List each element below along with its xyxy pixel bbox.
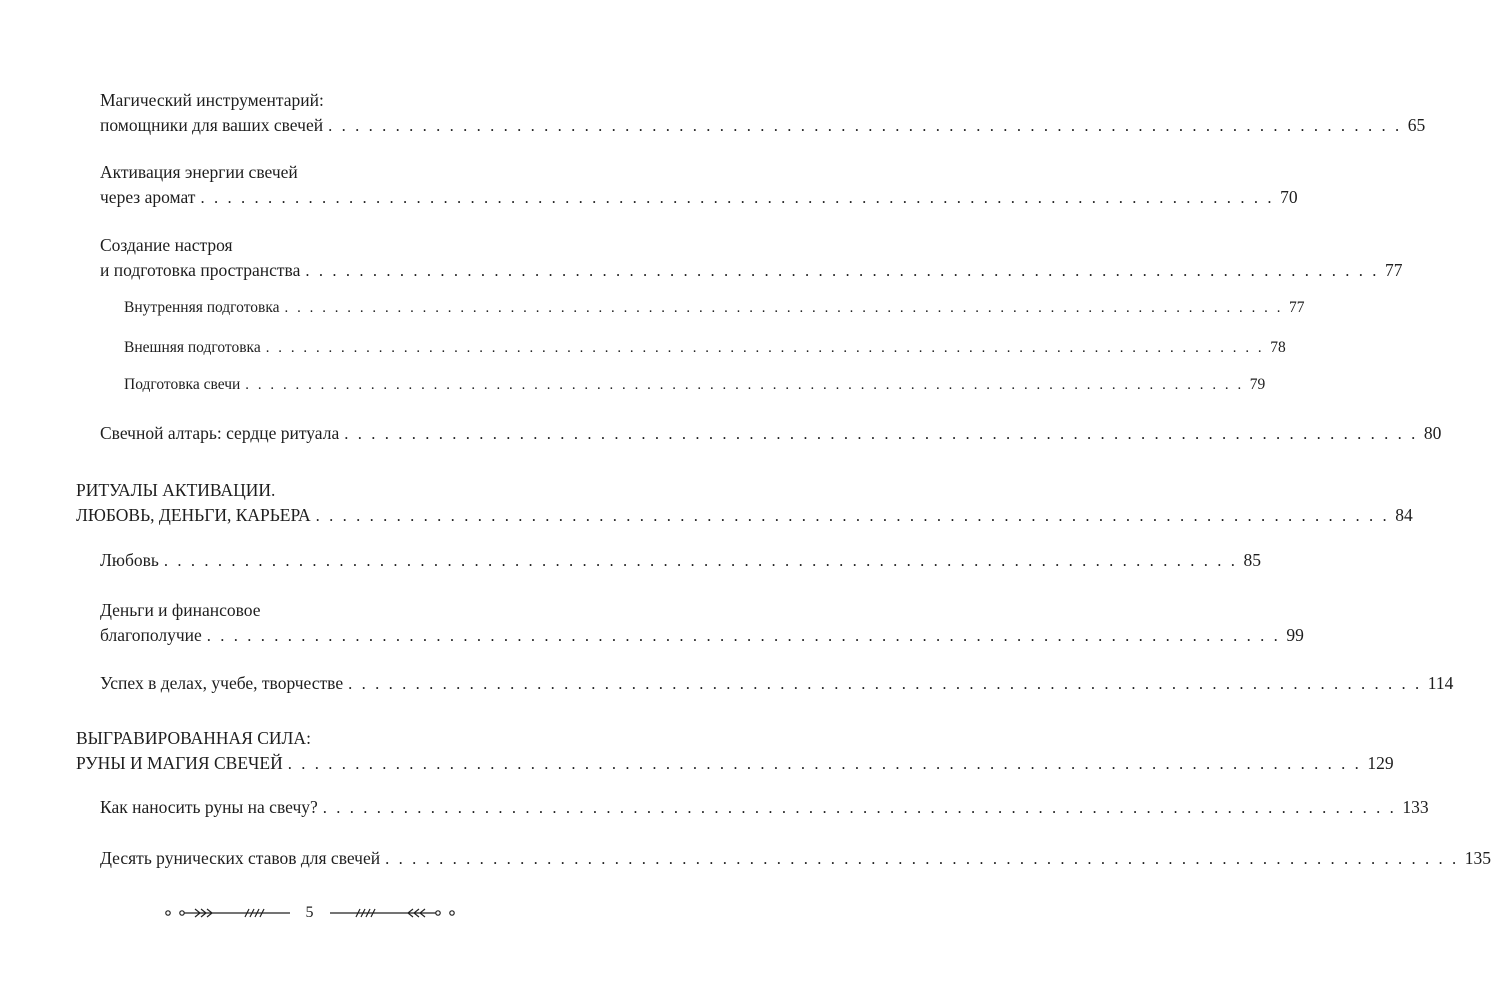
toc-entry-row <box>100 185 1298 210</box>
toc-entry-title: через аромат <box>100 187 196 207</box>
toc-entry[interactable] <box>124 374 1266 396</box>
toc-entry-title: Подготовка свечи <box>124 376 241 393</box>
toc-entry-row <box>100 548 1261 573</box>
dot-leader: . . . . . . . . . . . . . . . . . . . . . . . . . . . . . . . . . . . . . . . . . . . . . . . . . . . . . . . . . . . . . . . . . . . . . . . . . . . . . . . . <box>305 261 1379 280</box>
toc-entry-row <box>124 297 1305 319</box>
page-footer <box>0 900 619 926</box>
toc-entry-title-line: Активация энергии свечей <box>100 162 298 182</box>
toc-page-number: 133 <box>1402 797 1429 817</box>
toc-entry-title: Свечной алтарь: сердце ритуала <box>100 423 340 443</box>
toc-page-number: 65 <box>1407 115 1426 135</box>
toc-entry-title-line: РИТУАЛЫ АКТИВАЦИИ. <box>76 480 276 500</box>
toc-page-number: 80 <box>1423 423 1442 443</box>
toc-entry-row <box>100 846 1491 871</box>
toc-entry[interactable] <box>100 160 1298 210</box>
dot-leader: . . . . . . . . . . . . . . . . . . . . . . . . . . . . . . . . . . . . . . . . . . . . . . . . . . . . . . . . . . . . . . . . . . . . . . . . . . . . . . . . <box>385 849 1459 868</box>
toc-entry-title: помощники для ваших свечей <box>100 115 324 135</box>
dot-leader: . . . . . . . . . . . . . . . . . . . . . . . . . . . . . . . . . . . . . . . . . . . . . . . . . . . . . . . . . . . . . . . . . . . . . . . . . . . . . . . . <box>163 551 1238 570</box>
dot-leader: . . . . . . . . . . . . . . . . . . . . . . . . . . . . . . . . . . . . . . . . . . . . . . . . . . . . . . . . . . . . . . . . . . . . . . . . . . . . . . . . <box>200 188 1275 207</box>
dot-leader: . . . . . . . . . . . . . . . . . . . . . . . . . . . . . . . . . . . . . . . . . . . . . . . . . . . . . . . . . . . . . . . . . . . . . . . . . . . . . . . . <box>315 506 1390 525</box>
toc-entry-row <box>100 623 1304 648</box>
dot-leader: . . . . . . . . . . . . . . . . . . . . . . . . . . . . . . . . . . . . . . . . . . . . . . . . . . . . . . . . . . . . . . . . . . . . . . . . . . . . . . . . <box>328 116 1402 135</box>
left-arrow-ornament-icon <box>164 906 292 920</box>
page-number: 5 <box>305 904 314 921</box>
dot-leader: . . . . . . . . . . . . . . . . . . . . . . . . . . . . . . . . . . . . . . . . . . . . . . . . . . . . . . . . . . . . . . . . . . . . . . . . . . . . . . . . <box>206 626 1281 645</box>
toc-entry[interactable] <box>100 795 1429 820</box>
toc-entry-title: ЛЮБОВЬ, ДЕНЬГИ, КАРЬЕРА <box>76 505 311 525</box>
toc-entry-row <box>100 258 1403 283</box>
toc-page-number: 77 <box>1289 299 1305 316</box>
toc-entry-title: Успех в делах, учебе, творчестве <box>100 673 344 693</box>
toc-entry[interactable] <box>100 598 1304 648</box>
toc-page-number: 129 <box>1367 753 1394 773</box>
toc-entry[interactable] <box>124 337 1286 359</box>
toc-page-number: 84 <box>1395 505 1413 525</box>
toc-entry[interactable] <box>100 88 1426 138</box>
toc-entry-row <box>76 751 1394 776</box>
toc-entry-row <box>100 671 1454 696</box>
toc-entry-title-line: Деньги и финансовое <box>100 600 261 620</box>
toc-page-number: 77 <box>1384 260 1403 280</box>
dot-leader: . . . . . . . . . . . . . . . . . . . . . . . . . . . . . . . . . . . . . . . . . . . . . . . . . . . . . . . . . . . . . . . . . . . . . . . . . . . . . . . . <box>344 424 1418 443</box>
toc-page-number: 135 <box>1464 848 1491 868</box>
dot-leader: . . . . . . . . . . . . . . . . . . . . . . . . . . . . . . . . . . . . . . . . . . . . . . . . . . . . . . . . . . . . . . . . . . . . . . . . . . . . . . . . <box>322 798 1397 817</box>
toc-page-number: 99 <box>1286 625 1304 645</box>
toc-entry-title: Внешняя подготовка <box>124 339 261 356</box>
toc-entry-title-line: ВЫГРАВИРОВАННАЯ СИЛА: <box>76 728 311 748</box>
toc-entry-title: Как наносить руны на свечу? <box>100 797 318 817</box>
toc-entry-row <box>100 421 1442 446</box>
toc-entry[interactable] <box>100 421 1442 446</box>
toc-entry-title: Внутренняя подготовка <box>124 299 280 316</box>
dot-leader: . . . . . . . . . . . . . . . . . . . . . . . . . . . . . . . . . . . . . . . . . . . . . . . . . . . . . . . . . . . . . . . . . . . . . . . . . . . . . . . . <box>245 377 1244 393</box>
right-arrow-ornament-icon <box>328 906 456 920</box>
toc-page-number: 85 <box>1243 550 1261 570</box>
toc-page-number: 79 <box>1249 376 1266 393</box>
dot-leader: . . . . . . . . . . . . . . . . . . . . . . . . . . . . . . . . . . . . . . . . . . . . . . . . . . . . . . . . . . . . . . . . . . . . . . . . . . . . . . . . <box>287 754 1362 773</box>
toc-entry-title: Десять рунических ставов для свечей <box>100 848 381 868</box>
toc-entry-title-line: Магический инструментарий: <box>100 90 324 110</box>
toc-page-number: 70 <box>1280 187 1298 207</box>
toc-entry-row <box>124 337 1286 359</box>
toc-entry-title-line: Создание настроя <box>100 235 233 255</box>
toc-entry[interactable] <box>100 233 1403 283</box>
toc-entry[interactable] <box>76 726 1394 776</box>
toc-entry-row <box>76 503 1413 528</box>
toc-page-number: 78 <box>1270 339 1286 356</box>
toc-entry[interactable] <box>100 548 1261 573</box>
toc-entry[interactable] <box>100 846 1491 871</box>
toc-entry[interactable] <box>76 478 1413 528</box>
dot-leader: . . . . . . . . . . . . . . . . . . . . . . . . . . . . . . . . . . . . . . . . . . . . . . . . . . . . . . . . . . . . . . . . . . . . . . . . . . . . . . . . <box>348 674 1422 693</box>
toc-entry-title: Любовь <box>100 550 159 570</box>
dot-leader: . . . . . . . . . . . . . . . . . . . . . . . . . . . . . . . . . . . . . . . . . . . . . . . . . . . . . . . . . . . . . . . . . . . . . . . . . . . . . . . . <box>284 300 1283 316</box>
toc-entry-title: и подготовка пространства <box>100 260 301 280</box>
toc-entry[interactable] <box>100 671 1454 696</box>
toc-entry-row <box>124 374 1266 396</box>
toc-entry-row <box>100 795 1429 820</box>
toc-entry-title: благополучие <box>100 625 202 645</box>
toc-entry-title: РУНЫ И МАГИЯ СВЕЧЕЙ <box>76 753 283 773</box>
toc-entry-row <box>100 113 1426 138</box>
dot-leader: . . . . . . . . . . . . . . . . . . . . . . . . . . . . . . . . . . . . . . . . . . . . . . . . . . . . . . . . . . . . . . . . . . . . . . . . . . . . . . . . <box>265 340 1265 356</box>
toc-page-number: 114 <box>1427 673 1454 693</box>
toc-entry[interactable] <box>124 297 1305 319</box>
